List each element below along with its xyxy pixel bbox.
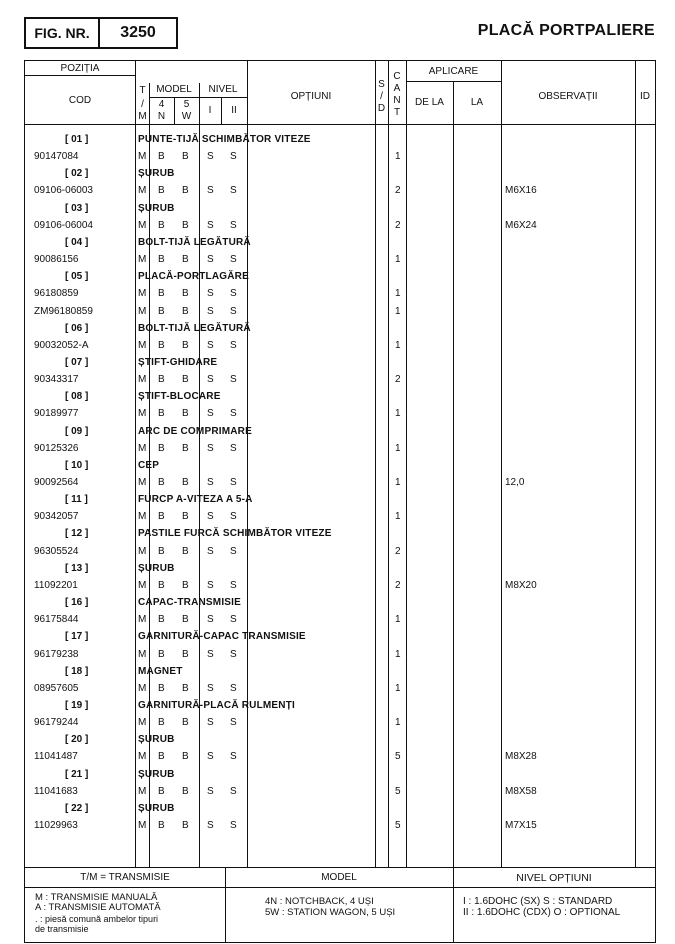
tm-cell: M xyxy=(138,408,147,420)
nivel-ii-cell: S xyxy=(230,648,237,660)
section-name: ȘURUB xyxy=(138,202,175,214)
tm-cell: M xyxy=(138,442,147,454)
model-4n-cell: B xyxy=(158,820,165,831)
section-index: [ 06 ] xyxy=(65,322,89,334)
tm-cell: M xyxy=(138,305,147,317)
quantity-cell: 1 xyxy=(395,339,401,351)
table-row xyxy=(25,577,655,594)
section-name: FURCP A-VITEZA A 5-A xyxy=(138,494,253,506)
section-name: CAPAC-TRANSMISIE xyxy=(138,597,242,609)
part-code: 96180859 xyxy=(34,288,79,300)
quantity-cell: 5 xyxy=(395,820,401,831)
tm-cell: M xyxy=(138,477,147,488)
nivel-ii-cell: S xyxy=(230,374,237,386)
section-header-row xyxy=(25,766,655,783)
nivel-i-cell: S xyxy=(207,408,214,420)
header-cant-1: C xyxy=(393,71,401,82)
header-cod: COD xyxy=(68,95,92,106)
header-nivel: NIVEL xyxy=(208,84,238,95)
model-5w-cell: B xyxy=(182,185,189,197)
tm-cell: M xyxy=(138,545,147,557)
section-header-row xyxy=(25,354,655,371)
section-name: ȘURUB xyxy=(138,802,175,814)
model-4n-cell: B xyxy=(158,151,165,163)
nivel-i-cell: S xyxy=(207,305,214,317)
header-tm-1: T xyxy=(139,85,146,96)
header-nivel-i: I xyxy=(208,105,212,116)
model-4n-cell: B xyxy=(158,408,165,420)
header-sd-1: S xyxy=(378,79,385,90)
nivel-ii-cell: S xyxy=(230,254,237,266)
nivel-i-cell: S xyxy=(207,288,214,300)
quantity-cell: 2 xyxy=(395,185,401,197)
quantity-cell: 1 xyxy=(395,305,401,317)
table-row xyxy=(25,748,655,765)
model-5w-cell: B xyxy=(182,288,189,300)
quantity-cell: 1 xyxy=(395,254,401,266)
section-header-row xyxy=(25,800,655,817)
quantity-cell: 2 xyxy=(395,545,401,557)
section-name: PASTILE FURCĂ SCHIMBĂTOR VITEZE xyxy=(138,528,332,540)
tm-cell: M xyxy=(138,682,147,694)
model-4n-cell: B xyxy=(158,305,165,317)
part-code: 90343317 xyxy=(34,374,79,386)
tm-cell: M xyxy=(138,648,147,660)
observatii-cell: M6X24 xyxy=(505,219,537,231)
nivel-ii-cell: S xyxy=(230,511,237,523)
table-row xyxy=(25,714,655,731)
tm-cell: M xyxy=(138,254,147,266)
header-cant-4: T xyxy=(393,107,401,118)
nivel-ii-cell: S xyxy=(230,579,237,591)
header-observatii: OBSERVAȚII xyxy=(538,91,598,102)
footer-model-title: MODEL xyxy=(321,872,357,883)
model-4n-cell: B xyxy=(158,374,165,386)
model-4n-cell: B xyxy=(158,545,165,557)
section-header-row xyxy=(25,697,655,714)
part-code: 96179238 xyxy=(34,648,79,660)
part-code: 90086156 xyxy=(34,254,79,266)
section-header-row xyxy=(25,594,655,611)
tm-cell: M xyxy=(138,219,147,231)
table-row xyxy=(25,508,655,525)
quantity-cell: 1 xyxy=(395,151,401,163)
nivel-ii-cell: S xyxy=(230,477,237,488)
part-code: 11029963 xyxy=(34,820,78,831)
quantity-cell: 1 xyxy=(395,511,401,523)
section-header-row xyxy=(25,200,655,217)
quantity-cell: 1 xyxy=(395,648,401,660)
model-5w-cell: B xyxy=(182,254,189,266)
section-name: BOLT-TIJĂ LEGĂTURĂ xyxy=(138,236,251,248)
figure-number-box xyxy=(24,17,178,49)
model-5w-cell: B xyxy=(182,219,189,231)
part-code: 90147084 xyxy=(34,151,79,163)
table-row xyxy=(25,783,655,800)
model-4n-cell: B xyxy=(158,785,165,797)
section-header-row xyxy=(25,663,655,680)
section-index: [ 17 ] xyxy=(65,631,89,643)
section-index: [ 02 ] xyxy=(65,168,89,180)
model-5w-cell: B xyxy=(182,579,189,591)
footer-top-line xyxy=(25,867,655,868)
table-row xyxy=(25,611,655,628)
section-header-row xyxy=(25,491,655,508)
tm-cell: M xyxy=(138,185,147,197)
nivel-ii-cell: S xyxy=(230,682,237,694)
nivel-i-cell: S xyxy=(207,648,214,660)
quantity-cell: 1 xyxy=(395,408,401,420)
quantity-cell: 1 xyxy=(395,682,401,694)
model-5w-cell: B xyxy=(182,717,189,729)
table-row xyxy=(25,817,655,834)
nivel-ii-cell: S xyxy=(230,185,237,197)
table-row xyxy=(25,543,655,560)
section-index: [ 03 ] xyxy=(65,202,89,214)
tm-cell: M xyxy=(138,579,147,591)
header-cant-2: A xyxy=(393,83,401,94)
tm-cell: M xyxy=(138,751,147,763)
parts-table xyxy=(24,60,656,943)
table-row xyxy=(25,285,655,302)
nivel-i-cell: S xyxy=(207,477,214,488)
model-5w-cell: B xyxy=(182,511,189,523)
part-code: 11092201 xyxy=(34,579,78,591)
table-row xyxy=(25,148,655,165)
model-4n-cell: B xyxy=(158,717,165,729)
header-la: LA xyxy=(470,97,484,108)
nivel-i-cell: S xyxy=(207,185,214,197)
section-index: [ 01 ] xyxy=(65,134,89,145)
section-header-row xyxy=(25,560,655,577)
model-5w-cell: B xyxy=(182,682,189,694)
footer-nivel-line: II : 1.6DOHC (CDX) O : OPTIONAL xyxy=(463,907,621,918)
section-name: ARC DE COMPRIMARE xyxy=(138,425,252,437)
quantity-cell: 1 xyxy=(395,477,401,488)
footer-model-line: 5W : STATION WAGON, 5 UȘI xyxy=(265,907,396,918)
quantity-cell: 2 xyxy=(395,374,401,386)
header-nivel-ii: II xyxy=(231,105,237,116)
nivel-ii-cell: S xyxy=(230,408,237,420)
table-row xyxy=(25,680,655,697)
nivel-ii-cell: S xyxy=(230,785,237,797)
part-code: 90125326 xyxy=(34,442,79,454)
section-name: ȘTIFT-BLOCARE xyxy=(138,391,221,403)
part-code: 90092564 xyxy=(34,477,79,488)
quantity-cell: 5 xyxy=(395,751,401,763)
section-header-row xyxy=(25,234,655,251)
table-row xyxy=(25,337,655,354)
model-5w-cell: B xyxy=(182,339,189,351)
quantity-cell: 2 xyxy=(395,579,401,591)
model-5w-cell: B xyxy=(182,785,189,797)
tm-cell: M xyxy=(138,717,147,729)
row-divider xyxy=(406,81,501,82)
footer-model-line: 4N : NOTCHBACK, 4 UȘI xyxy=(265,896,374,907)
section-header-row xyxy=(25,457,655,474)
quantity-cell: 2 xyxy=(395,219,401,231)
model-5w-cell: B xyxy=(182,648,189,660)
header-model-5w-2: W xyxy=(181,111,192,122)
part-code: 96175844 xyxy=(34,614,79,626)
header-sd-2: / xyxy=(380,91,383,102)
section-name: GARNITURĂ-PLACĂ RULMENȚI xyxy=(138,699,296,711)
part-code: 08957605 xyxy=(34,682,79,694)
table-row xyxy=(25,182,655,199)
section-index: [ 18 ] xyxy=(65,665,89,677)
section-index: [ 20 ] xyxy=(65,734,89,746)
header-tm-2: / xyxy=(141,99,144,110)
section-index: [ 07 ] xyxy=(65,356,89,368)
tm-cell: M xyxy=(138,785,147,797)
header-bottom-line xyxy=(25,124,655,125)
model-4n-cell: B xyxy=(158,511,165,523)
observatii-cell: M8X20 xyxy=(505,579,537,591)
table-row xyxy=(25,303,655,320)
section-name: PLACĂ-PORTLAGĂRE xyxy=(138,271,249,283)
nivel-i-cell: S xyxy=(207,545,214,557)
page-title: PLACĂ PORTPALIERE xyxy=(477,22,655,39)
header-cant-3: N xyxy=(393,95,401,106)
tm-cell: M xyxy=(138,374,147,386)
tm-cell: M xyxy=(138,614,147,626)
nivel-i-cell: S xyxy=(207,682,214,694)
model-5w-cell: B xyxy=(182,374,189,386)
part-code: 90189977 xyxy=(34,408,79,420)
model-4n-cell: B xyxy=(158,751,165,763)
header-optiuni: OPȚIUNI xyxy=(290,91,332,102)
nivel-ii-cell: S xyxy=(230,339,237,351)
table-row xyxy=(25,405,655,422)
model-4n-cell: B xyxy=(158,682,165,694)
section-name: BOLT-TIJĂ LEGĂTURĂ xyxy=(138,322,251,334)
nivel-i-cell: S xyxy=(207,579,214,591)
section-header-row xyxy=(25,320,655,337)
nivel-i-cell: S xyxy=(207,339,214,351)
header-model: MODEL xyxy=(156,84,192,95)
part-code: 11041487 xyxy=(34,751,78,763)
section-name: MAGNET xyxy=(138,665,183,677)
section-header-row xyxy=(25,731,655,748)
header-aplicare: APLICARE xyxy=(428,66,479,77)
nivel-i-cell: S xyxy=(207,219,214,231)
observatii-cell: M6X16 xyxy=(505,185,537,197)
part-code: 11041683 xyxy=(34,785,78,797)
nivel-ii-cell: S xyxy=(230,442,237,454)
model-4n-cell: B xyxy=(158,579,165,591)
section-name: CEP xyxy=(138,459,160,471)
model-4n-cell: B xyxy=(158,648,165,660)
table-row xyxy=(25,371,655,388)
section-index: [ 16 ] xyxy=(65,597,89,609)
header-sd-3: D xyxy=(377,103,386,114)
section-index: [ 21 ] xyxy=(65,768,89,780)
model-4n-cell: B xyxy=(158,477,165,488)
model-5w-cell: B xyxy=(182,151,189,163)
section-index: [ 09 ] xyxy=(65,425,89,437)
nivel-i-cell: S xyxy=(207,374,214,386)
nivel-i-cell: S xyxy=(207,511,214,523)
table-row xyxy=(25,217,655,234)
part-code: 09106-06004 xyxy=(34,219,93,231)
section-index: [ 22 ] xyxy=(65,802,89,814)
section-index: [ 10 ] xyxy=(65,459,89,471)
section-name: ȘURUB xyxy=(138,768,175,780)
model-5w-cell: B xyxy=(182,408,189,420)
model-5w-cell: B xyxy=(182,614,189,626)
row-divider xyxy=(149,97,247,98)
section-name: ȘURUB xyxy=(138,734,175,746)
footer-title-line xyxy=(25,887,655,888)
row-divider xyxy=(25,75,135,76)
nivel-ii-cell: S xyxy=(230,751,237,763)
section-header-row xyxy=(25,525,655,542)
quantity-cell: 1 xyxy=(395,717,401,729)
model-5w-cell: B xyxy=(182,442,189,454)
section-index: [ 12 ] xyxy=(65,528,89,540)
tm-cell: M xyxy=(138,339,147,351)
section-name: ȘTIFT-GHIDARE xyxy=(138,356,218,368)
footer-nivel-title: NIVEL OPȚIUNI xyxy=(516,872,592,884)
model-5w-cell: B xyxy=(182,820,189,831)
nivel-i-cell: S xyxy=(207,785,214,797)
section-index: [ 13 ] xyxy=(65,562,89,574)
nivel-i-cell: S xyxy=(207,254,214,266)
footer-tm-line: . : piesă comună ambelor tipuri xyxy=(35,914,159,924)
section-index: [ 11 ] xyxy=(65,494,88,506)
part-code: ZM96180859 xyxy=(34,305,93,317)
nivel-i-cell: S xyxy=(207,820,214,831)
observatii-cell: M7X15 xyxy=(505,820,537,831)
header-model-4n-1: 4 xyxy=(158,99,165,110)
observatii-cell: M8X28 xyxy=(505,751,537,763)
tm-cell: M xyxy=(138,511,147,523)
section-name: GARNITURĂ-CAPAC TRANSMISIE xyxy=(138,631,306,643)
nivel-ii-cell: S xyxy=(230,545,237,557)
footer-tm-title: T/M = TRANSMISIE xyxy=(80,872,170,883)
tm-cell: M xyxy=(138,820,147,831)
footer-tm-line: M : TRANSMISIE MANUALĂ xyxy=(35,892,158,903)
nivel-i-cell: S xyxy=(207,614,214,626)
part-code: 96179244 xyxy=(34,717,79,729)
section-header-row xyxy=(25,423,655,440)
tm-cell: M xyxy=(138,151,147,163)
table-row xyxy=(25,440,655,457)
section-header-row xyxy=(25,388,655,405)
section-header-row xyxy=(25,628,655,645)
model-4n-cell: B xyxy=(158,614,165,626)
header-id: ID xyxy=(640,91,650,102)
header-tm-3: M xyxy=(138,111,147,122)
tm-cell: M xyxy=(138,288,147,300)
quantity-cell: 1 xyxy=(395,614,401,626)
section-index: [ 05 ] xyxy=(65,271,89,283)
observatii-cell: 12,0 xyxy=(505,477,525,488)
figure-label: FIG. NR. xyxy=(26,19,100,47)
model-5w-cell: B xyxy=(182,545,189,557)
nivel-ii-cell: S xyxy=(230,614,237,626)
section-name: ȘURUB xyxy=(138,562,175,574)
model-4n-cell: B xyxy=(158,254,165,266)
footer-tm-line: de transmisie xyxy=(35,924,89,934)
part-code: 96305524 xyxy=(34,545,79,557)
model-5w-cell: B xyxy=(182,305,189,317)
section-header-row xyxy=(25,268,655,285)
section-index: [ 08 ] xyxy=(65,391,89,403)
section-name: PUNTE-TIJĂ SCHIMBĂTOR VITEZE xyxy=(138,134,311,145)
part-code: 90342057 xyxy=(34,511,79,523)
part-code: 09106-06003 xyxy=(34,185,93,197)
section-header-row xyxy=(25,165,655,182)
nivel-ii-cell: S xyxy=(230,305,237,317)
table-row xyxy=(25,474,655,491)
part-code: 90032052-A xyxy=(34,339,89,351)
section-header-row xyxy=(25,131,655,148)
model-5w-cell: B xyxy=(182,751,189,763)
model-4n-cell: B xyxy=(158,185,165,197)
nivel-ii-cell: S xyxy=(230,288,237,300)
table-row xyxy=(25,646,655,663)
section-name: ȘURUB xyxy=(138,168,175,180)
quantity-cell: 5 xyxy=(395,785,401,797)
quantity-cell: 1 xyxy=(395,288,401,300)
model-5w-cell: B xyxy=(182,477,189,488)
nivel-ii-cell: S xyxy=(230,219,237,231)
header-model-5w-1: 5 xyxy=(183,99,190,110)
nivel-i-cell: S xyxy=(207,442,214,454)
section-index: [ 04 ] xyxy=(65,236,89,248)
model-4n-cell: B xyxy=(158,442,165,454)
header-pozitia: POZIȚIA xyxy=(60,63,100,74)
section-index: [ 19 ] xyxy=(65,699,89,711)
table-row xyxy=(25,251,655,268)
quantity-cell: 1 xyxy=(395,442,401,454)
figure-number: 3250 xyxy=(120,24,156,41)
nivel-ii-cell: S xyxy=(230,820,237,831)
footer-tm-line: A : TRANSMISIE AUTOMATĂ xyxy=(35,902,161,913)
nivel-i-cell: S xyxy=(207,151,214,163)
nivel-i-cell: S xyxy=(207,751,214,763)
observatii-cell: M8X58 xyxy=(505,785,537,797)
header-de-la: DE LA xyxy=(415,97,444,108)
nivel-i-cell: S xyxy=(207,717,214,729)
model-4n-cell: B xyxy=(158,219,165,231)
nivel-ii-cell: S xyxy=(230,717,237,729)
model-4n-cell: B xyxy=(158,288,165,300)
nivel-ii-cell: S xyxy=(230,151,237,163)
header-model-4n-2: N xyxy=(157,111,166,122)
model-4n-cell: B xyxy=(158,339,165,351)
footer-nivel-line: I : 1.6DOHC (SX) S : STANDARD xyxy=(463,896,613,907)
